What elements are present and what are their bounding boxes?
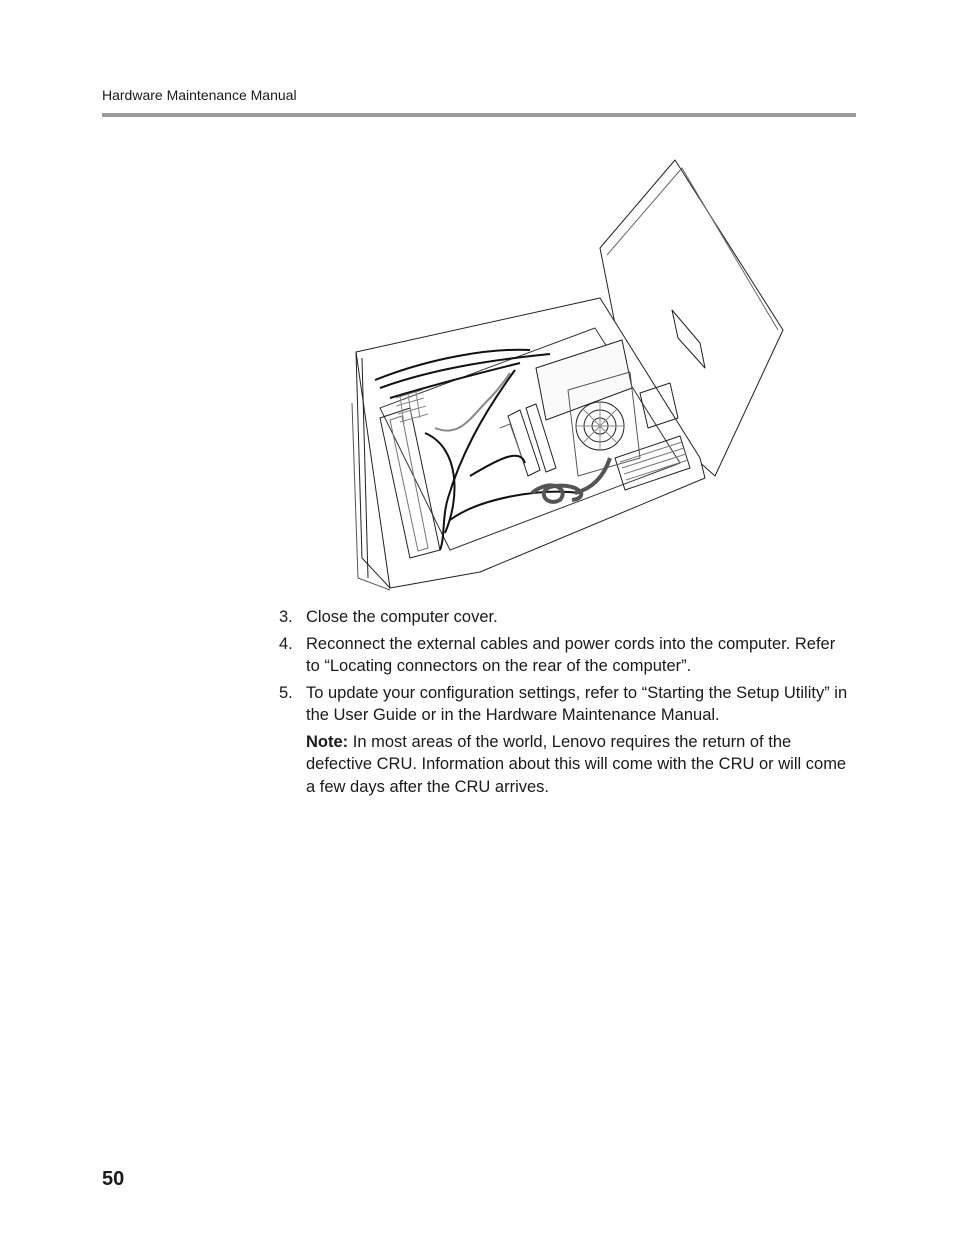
computer-chassis-illustration [350, 158, 790, 594]
step-text: To update your configuration settings, refer to “Starting the Setup Utility” in the User Guide or in the Hardware Maintenance Manual. [306, 683, 848, 724]
list-item [279, 633, 849, 678]
page-number: 50 [102, 1168, 125, 1190]
step-text: Close the computer cover. [306, 608, 498, 626]
note-text: In most areas of the world, Lenovo requires the return of the defective CRU. Information about this will come with the CRU or will come a few days after the CRU arrives. [306, 732, 847, 796]
step-number: 3. [279, 608, 293, 626]
list-item [279, 606, 849, 629]
step-number: 4. [279, 634, 293, 653]
running-header: Hardware Maintenance Manual [102, 87, 297, 103]
note-label: Note: [306, 732, 349, 751]
step-number: 5. [279, 683, 293, 702]
note-paragraph [279, 731, 849, 799]
step-text: Reconnect the external cables and power cords into the computer. Refer to “Locating connectors on the rear of the computer”. [306, 634, 836, 675]
steps-list [279, 606, 849, 798]
header-rule [102, 113, 856, 117]
list-item [279, 682, 849, 727]
